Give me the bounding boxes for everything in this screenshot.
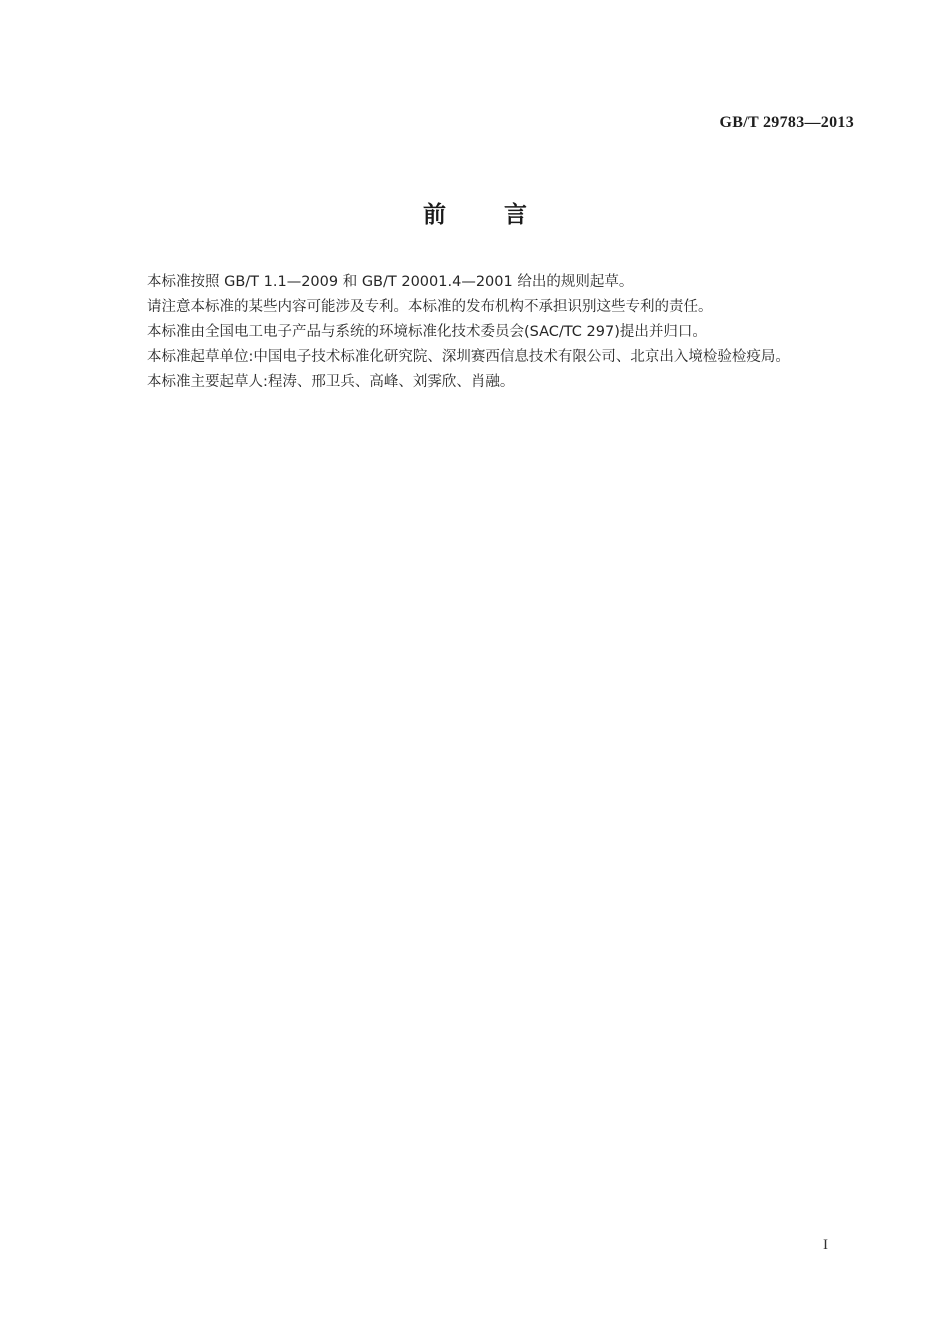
paragraph-drafting-units: 本标准起草单位:中国电子技术标准化研究院、深圳赛西信息技术有限公司、北京出入境检验检疫局。 xyxy=(147,349,790,365)
paragraph-drafters: 本标准主要起草人:程涛、邢卫兵、高峰、刘霁欣、肖融。 xyxy=(147,374,515,390)
paragraph-drafting-rules: 本标准按照 GB/T 1.1—2009 和 GB/T 20001.4—2001 给出的规则起草。 xyxy=(147,274,634,290)
page-number: I xyxy=(823,1237,828,1253)
paragraph-patent-notice: 请注意本标准的某些内容可能涉及专利。本标准的发布机构不承担识别这些专利的责任。 xyxy=(147,299,713,315)
paragraph-proposer: 本标准由全国电工电子产品与系统的环境标准化技术委员会(SAC/TC 297)提出并归口。 xyxy=(147,324,707,340)
foreword-body xyxy=(118,270,856,395)
page-title: 前言 xyxy=(423,202,585,228)
standard-code: GB/T 29783—2013 xyxy=(719,114,854,131)
